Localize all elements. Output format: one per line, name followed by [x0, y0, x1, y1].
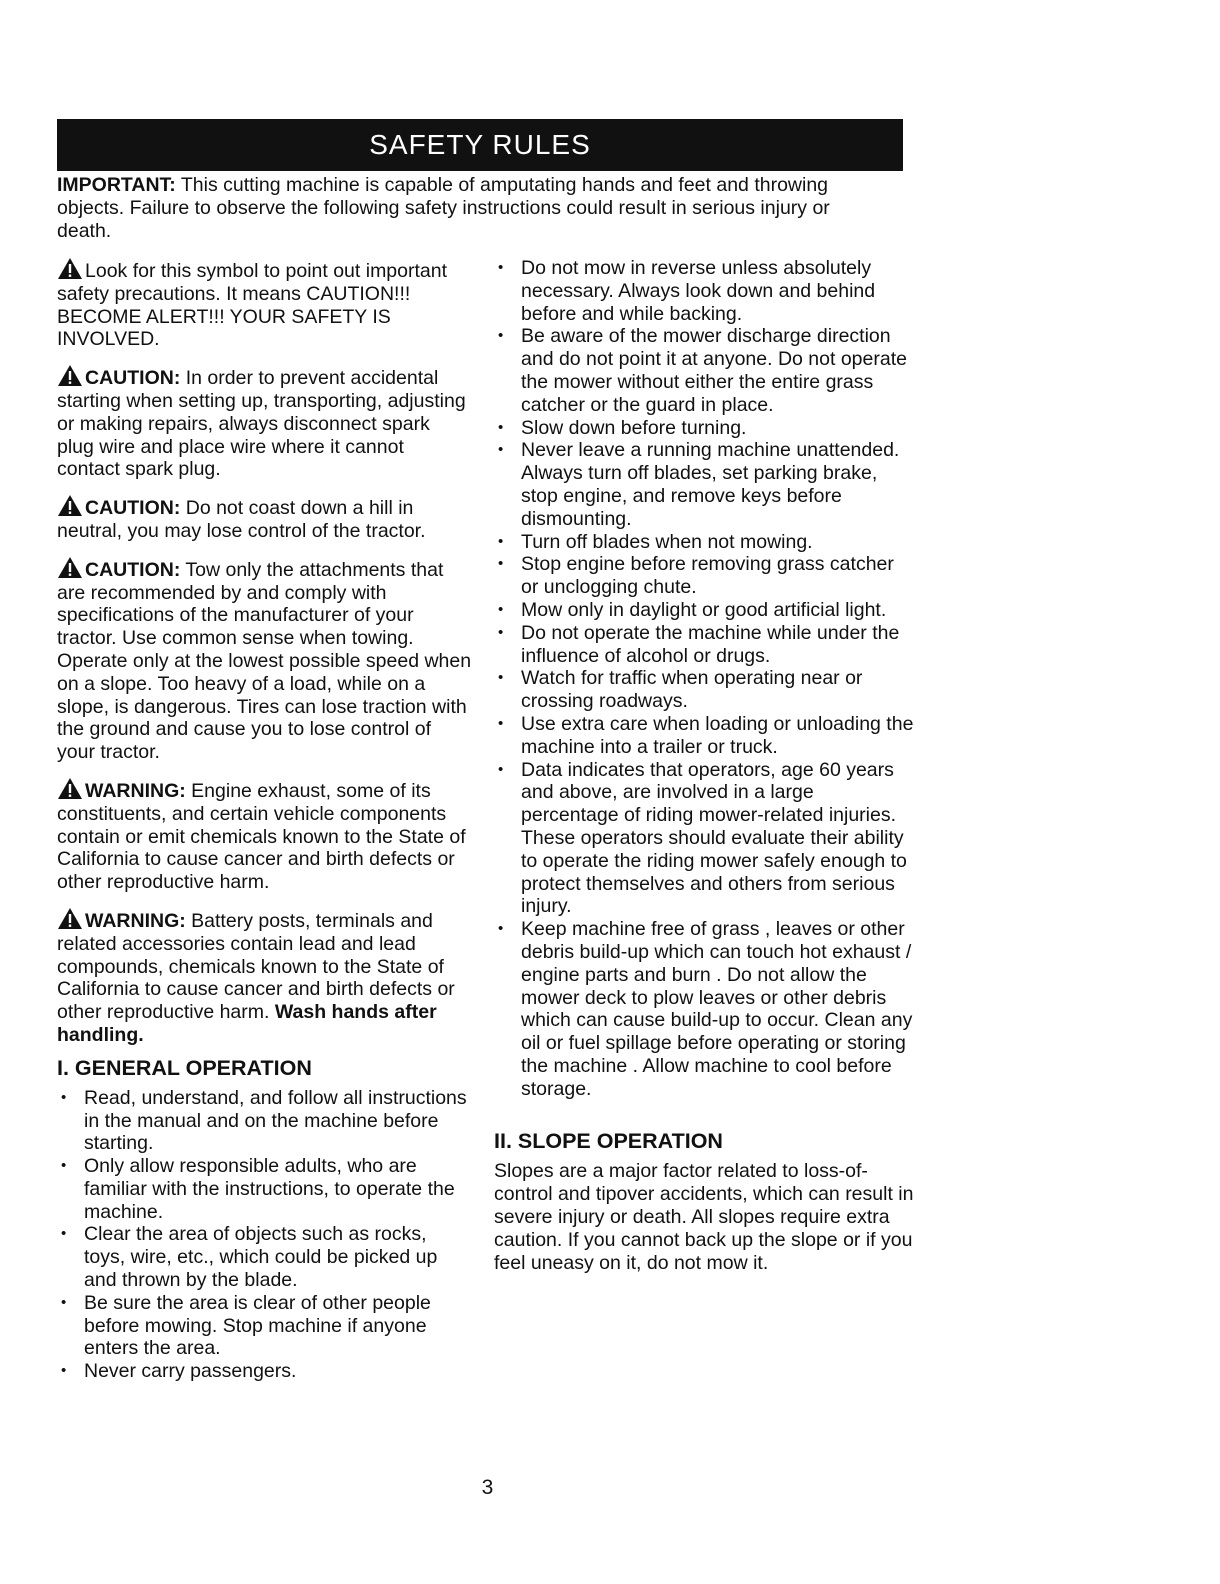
list-item: • Data indicates that operators, age 60 years and above, are involved in a large percentage of riding mower-related injuries. These operators should evaluate their ability to operate the riding mower safely enough to protect themselves and others from serious injury.: [494, 759, 914, 919]
general-operation-list-left: [57, 1087, 472, 1383]
general-operation-heading: I. GENERAL OPERATION: [57, 1055, 312, 1080]
list-item: • Only allow responsible adults, who are familiar with the instructions, to operate the machine.: [57, 1155, 472, 1223]
caution-text-1: In order to prevent accidental starting when setting up, transporting, adjusting or making repairs, always disconnect spark plug wire and place wire where it cannot contact spark plug.: [57, 367, 466, 481]
warning-label: WARNING:: [85, 909, 186, 932]
caution-block-2: [57, 494, 472, 543]
left-column: [57, 257, 472, 1383]
warning-text-1: Engine exhaust, some of its constituents, and certain vehicle components contain or emit chemicals known to the State of California to cause cancer and birth defects or other reproductive harm.: [57, 779, 466, 894]
right-column: [494, 257, 914, 1287]
warning-text-2: Battery posts, terminals and related accessories contain lead and lead compounds, chemicals known to the State of California to cause cancer and birth defects or other reproductive harm.: [57, 909, 455, 1024]
warning-triangle-icon: [57, 257, 83, 280]
list-item: • Read, understand, and follow all instructions in the manual and on the machine before starting.: [57, 1087, 472, 1155]
symbol-note-text: Look for this symbol to point out important safety precautions. It means CAUTION!!! BECOME ALERT!!! YOUR SAFETY IS INVOLVED.: [57, 260, 448, 351]
general-operation-list-right: [494, 257, 914, 1100]
list-item: • Mow only in daylight or good artificial light.: [494, 599, 914, 622]
caution-block-3: [57, 556, 472, 764]
caution-label: CAUTION:: [85, 558, 181, 581]
warning-triangle-icon: [57, 556, 83, 579]
list-item: • Never leave a running machine unattended. Always turn off blades, set parking brake, stop engine, and remove keys before dismounting.: [494, 439, 914, 530]
caution-text-3: Tow only the attachments that are recommended by and comply with specifications of the manufacturer of your tractor. Use common sense when towing. Operate only at the lowest possible speed when on a slope. Too heavy of a load, while on a slope, is dangerous. Tires can lose traction with the ground and cause you to lose control of your tractor.: [57, 558, 472, 764]
important-text: This cutting machine is capable of amputating hands and feet and throwing objects. Failure to observe the following safety instructions could result in serious injury or death.: [57, 174, 830, 242]
warning-block-1: [57, 777, 472, 894]
caution-label: CAUTION:: [85, 497, 181, 520]
list-item: • Never carry passengers.: [57, 1360, 472, 1383]
list-item: • Clear the area of objects such as rocks, toys, wire, etc., which could be picked up and thrown by the blade.: [57, 1223, 472, 1291]
slope-operation-text: Slopes are a major factor related to loss-of-control and tipover accidents, which can result in severe injury or death. All slopes require extra caution. If you cannot back up the slope or if you feel uneasy on it, do not mow it.: [494, 1160, 914, 1274]
warning-triangle-icon: [57, 907, 83, 930]
symbol-note: [57, 257, 472, 351]
important-label: IMPORTANT:: [57, 174, 176, 196]
warning-triangle-icon: [57, 777, 83, 800]
warning-triangle-icon: [57, 494, 83, 517]
warning-block-2: [57, 907, 472, 1047]
list-item: • Watch for traffic when operating near or crossing roadways.: [494, 667, 914, 713]
list-item: • Do not operate the machine while under the influence of alcohol or drugs.: [494, 622, 914, 668]
list-item: • Turn off blades when not mowing.: [494, 531, 914, 554]
list-item: • Be aware of the mower discharge direction and do not point it at anyone. Do not operate the mower without either the entire grass catcher or the guard in place.: [494, 325, 914, 416]
important-notice: [57, 174, 887, 243]
warning-triangle-icon: [57, 364, 83, 387]
wash-hands-note: Wash hands after handling.: [57, 1001, 437, 1046]
list-item: • Stop engine before removing grass catcher or unclogging chute.: [494, 553, 914, 599]
slope-operation-heading: II. SLOPE OPERATION: [494, 1129, 723, 1154]
page-title: SAFETY RULES: [57, 119, 903, 171]
caution-label: CAUTION:: [85, 367, 181, 390]
list-item: • Do not mow in reverse unless absolutely necessary. Always look down and behind before and while backing.: [494, 257, 914, 325]
warning-label: WARNING:: [85, 779, 186, 802]
list-item: • Use extra care when loading or unloading the machine into a trailer or truck.: [494, 713, 914, 759]
caution-block-1: [57, 364, 472, 481]
slope-operation-section: [494, 1128, 914, 1274]
list-item: • Slow down before turning.: [494, 417, 914, 440]
list-item: • Be sure the area is clear of other people before mowing. Stop machine if anyone enters the area.: [57, 1292, 472, 1360]
caution-text-2: Do not coast down a hill in neutral, you may lose control of the tractor.: [57, 497, 426, 542]
list-item: • Keep machine free of grass , leaves or other debris build-up which can touch hot exhaust / engine parts and burn . Do not allow the mower deck to plow leaves or other debris which can cause build-up to occur. Clean any oil or fuel spillage before operating or storing the machine . Allow machine to cool before storage.: [494, 918, 914, 1100]
page-number: 3: [481, 1476, 494, 1499]
